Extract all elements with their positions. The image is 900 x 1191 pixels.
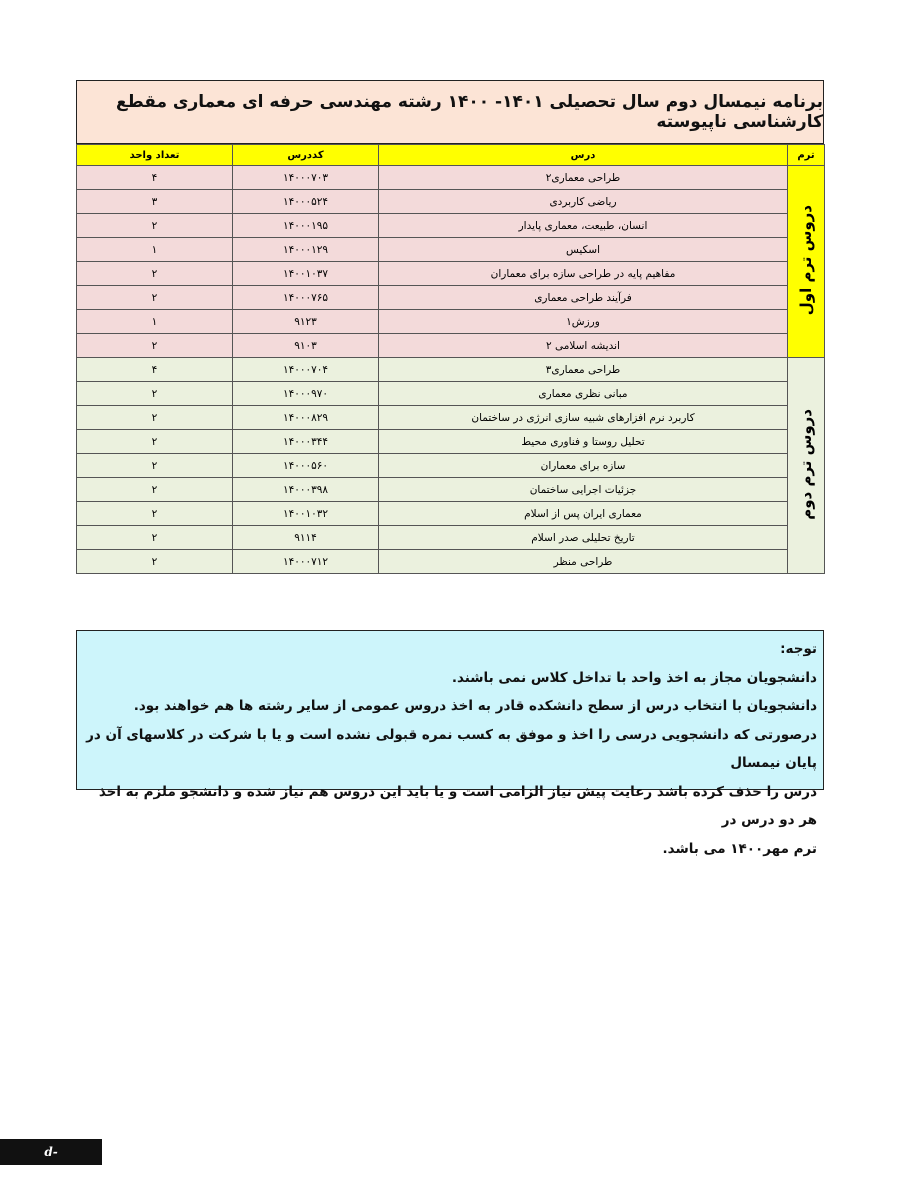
course-cell: اندیشه اسلامی ۲ xyxy=(379,334,788,358)
course-cell: اسکیس xyxy=(379,238,788,262)
course-cell: جزئیات اجرایی ساختمان xyxy=(379,478,788,502)
course-cell: ورزش۱ xyxy=(379,310,788,334)
units-cell: ۲ xyxy=(77,550,233,574)
code-cell: ۹۱۲۳ xyxy=(233,310,379,334)
code-cell: ۱۴۰۰۰۵۶۰ xyxy=(233,454,379,478)
course-cell: مفاهیم پایه در طراحی سازه برای معماران xyxy=(379,262,788,286)
table-row xyxy=(77,526,825,550)
table-row xyxy=(77,406,825,430)
table-row xyxy=(77,286,825,310)
site-watermark[interactable]: d-babol.nus.ac.ir xyxy=(0,1139,102,1165)
term-label-cell xyxy=(788,358,825,574)
units-cell: ۱ xyxy=(77,310,233,334)
notice-heading: توجه: xyxy=(780,641,817,657)
code-cell: ۱۴۰۰۰۷۰۴ xyxy=(233,358,379,382)
notice-line: درس را حذف کرده باشد رعایت پیش نیاز الزامی است و یا باید این دروس هم نیاز شده و دانشجو ملزم به اخذ هر دو درس در xyxy=(98,783,817,828)
header-term: ترم xyxy=(788,145,825,166)
code-cell: ۱۴۰۰۰۱۹۵ xyxy=(233,214,379,238)
table-row xyxy=(77,502,825,526)
course-cell: تحلیل روستا و فناوری محیط xyxy=(379,430,788,454)
units-cell: ۱ xyxy=(77,238,233,262)
header-units: تعداد واحد xyxy=(77,145,233,166)
units-cell: ۳ xyxy=(77,190,233,214)
units-cell: ۲ xyxy=(77,430,233,454)
notice-line: دانشجویان مجاز به اخذ واحد با تداخل کلاس نمی باشند. xyxy=(451,669,817,686)
schedule-table xyxy=(76,144,825,574)
table-row xyxy=(77,478,825,502)
course-cell: مبانی نظری معماری xyxy=(379,382,788,406)
course-cell: کاربرد نرم افزارهای شبیه سازی انرژی در ساختمان xyxy=(379,406,788,430)
schedule-body xyxy=(77,166,825,574)
course-cell: طراحی منظر xyxy=(379,550,788,574)
course-cell: ریاضی کاربردی xyxy=(379,190,788,214)
units-cell: ۲ xyxy=(77,334,233,358)
code-cell: ۱۴۰۰۰۳۹۸ xyxy=(233,478,379,502)
code-cell: ۹۱۰۳ xyxy=(233,334,379,358)
table-row xyxy=(77,262,825,286)
table-row xyxy=(77,214,825,238)
term-label: دروس ترم اول xyxy=(797,204,815,316)
units-cell: ۲ xyxy=(77,526,233,550)
table-row xyxy=(77,310,825,334)
units-cell: ۴ xyxy=(77,166,233,190)
code-cell: ۱۴۰۰۰۷۶۵ xyxy=(233,286,379,310)
code-cell: ۱۴۰۰۰۷۱۲ xyxy=(233,550,379,574)
code-cell: ۱۴۰۰۱۰۳۲ xyxy=(233,502,379,526)
code-cell: ۱۴۰۰۰۷۰۳ xyxy=(233,166,379,190)
table-row xyxy=(77,382,825,406)
course-cell: تاریخ تحلیلی صدر اسلام xyxy=(379,526,788,550)
units-cell: ۲ xyxy=(77,262,233,286)
course-cell: معماری ایران پس از اسلام xyxy=(379,502,788,526)
units-cell: ۲ xyxy=(77,214,233,238)
course-cell: طراحی معماری۳ xyxy=(379,358,788,382)
course-cell: سازه برای معماران xyxy=(379,454,788,478)
notice-line: ترم مهر۱۴۰۰ می باشد. xyxy=(662,840,817,857)
code-cell: ۱۴۰۰۰۸۲۹ xyxy=(233,406,379,430)
code-cell: ۱۴۰۰۰۳۴۴ xyxy=(233,430,379,454)
table-row xyxy=(77,430,825,454)
units-cell: ۲ xyxy=(77,502,233,526)
units-cell: ۴ xyxy=(77,358,233,382)
table-row xyxy=(77,358,825,382)
course-cell: فرآیند طراحی معماری xyxy=(379,286,788,310)
units-cell: ۲ xyxy=(77,478,233,502)
page-title-box xyxy=(76,80,824,144)
code-cell: ۱۴۰۰۰۵۲۴ xyxy=(233,190,379,214)
table-row xyxy=(77,334,825,358)
header-course: درس xyxy=(379,145,788,166)
units-cell: ۲ xyxy=(77,454,233,478)
course-cell: طراحی معماری۲ xyxy=(379,166,788,190)
page-title: برنامه نیمسال دوم سال تحصیلی ۱۴۰۱- ۱۴۰۰ رشته مهندسی حرفه ای معماری مقطع کارشناسی ناپیوسته xyxy=(116,92,823,132)
table-row xyxy=(77,454,825,478)
term-label-cell xyxy=(788,166,825,358)
notice-box xyxy=(76,630,824,857)
code-cell: ۹۱۱۴ xyxy=(233,526,379,550)
table-row xyxy=(77,238,825,262)
table-row xyxy=(77,190,825,214)
table-header-row xyxy=(77,145,825,166)
units-cell: ۲ xyxy=(77,382,233,406)
code-cell: ۱۴۰۰۰۱۲۹ xyxy=(233,238,379,262)
notice-line: درصورتی که دانشجویی درسی را اخذ و موفق به کسب نمره قبولی نشده است و یا با شرکت در کلاسهای آن در پایان نیمسال xyxy=(86,726,817,771)
term-label: دروس ترم دوم xyxy=(797,408,815,520)
table-row xyxy=(77,550,825,574)
code-cell: ۱۴۰۰۰۹۷۰ xyxy=(233,382,379,406)
notice-line: دانشجویان با انتخاب درس از سطح دانشکده قادر به اخذ دروس عمومی از سایر رشته ها هم خواهند بود. xyxy=(133,698,817,714)
course-cell: انسان، طبیعت، معماری پایدار xyxy=(379,214,788,238)
header-code: کددرس xyxy=(233,145,379,166)
units-cell: ۲ xyxy=(77,286,233,310)
table-row xyxy=(77,166,825,190)
code-cell: ۱۴۰۰۱۰۳۷ xyxy=(233,262,379,286)
units-cell: ۲ xyxy=(77,406,233,430)
